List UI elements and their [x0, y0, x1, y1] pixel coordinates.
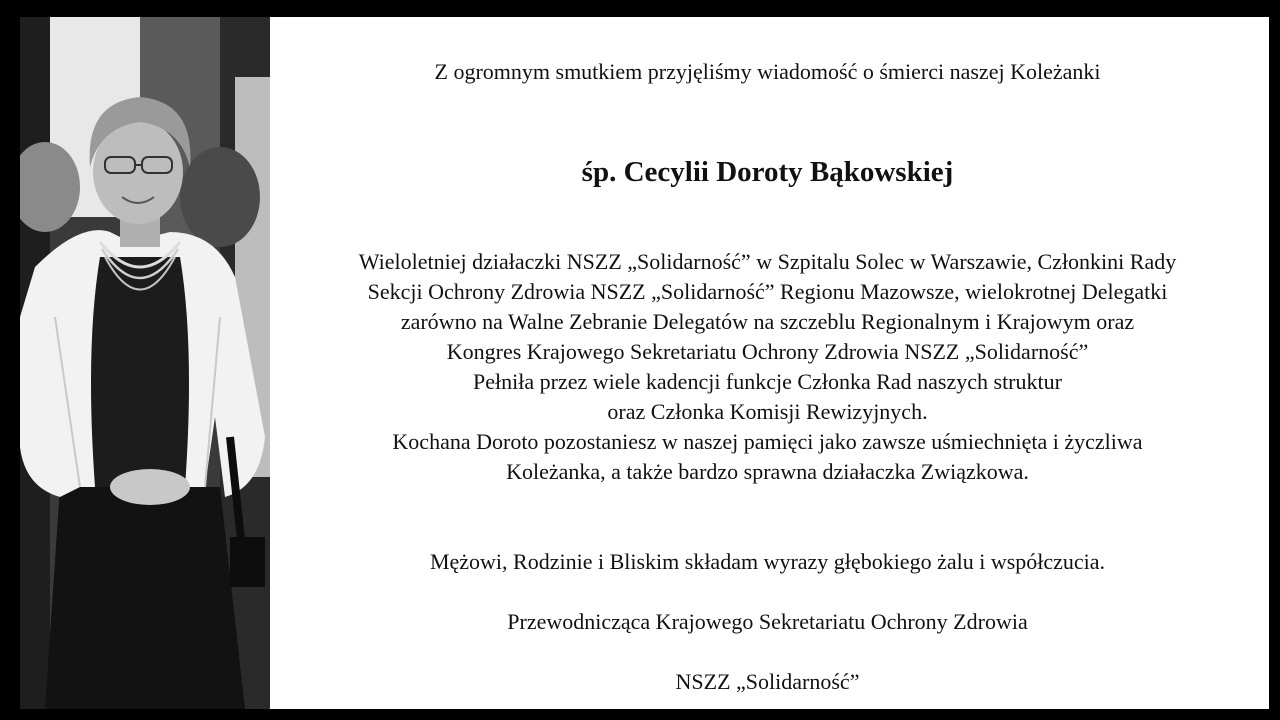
tribute-line: Wieloletniej działaczki NSZZ „Solidarność” w Szpitalu Solec w Warszawie, Członkini Rady [358, 249, 1177, 274]
obituary-card [20, 17, 1269, 709]
intro-text: Z ogromnym smutkiem przyjęliśmy wiadomość o śmierci naszej Koleżanki [434, 59, 1101, 84]
deceased-name: śp. Cecylii Doroty Bąkowskiej [581, 156, 954, 188]
signature-title: Przewodnicząca Krajowego Sekretariatu Ochrony Zdrowia [507, 609, 1028, 634]
portrait-image [20, 17, 270, 709]
tribute-body [280, 247, 1255, 487]
tribute-line: oraz Członka Komisji Rewizyjnych. [607, 399, 928, 424]
tribute-line: Koleżanka, a także bardzo sprawna działaczka Związkowa. [506, 459, 1029, 484]
signature-organization: NSZZ „Solidarność” [675, 669, 860, 694]
tribute-line: Pełniła przez wiele kadencji funkcje Członka Rad naszych struktur [473, 369, 1062, 394]
tribute-line: zarówno na Walne Zebranie Delegatów na szczeblu Regionalnym i Krajowym oraz [400, 309, 1135, 334]
condolence-text: Mężowi, Rodzinie i Bliskim składam wyrazy głębokiego żalu i współczucia. [429, 549, 1106, 574]
tribute-line: Kochana Doroto pozostaniesz w naszej pamięci jako zawsze uśmiechnięta i życzliwa [392, 429, 1143, 454]
obituary-text [280, 17, 1255, 709]
tribute-line: Sekcji Ochrony Zdrowia NSZZ „Solidarność” Regionu Mazowsze, wielokrotnej Delegatki [367, 279, 1168, 304]
portrait-photo [20, 17, 270, 709]
tribute-line: Kongres Krajowego Sekretariatu Ochrony Zdrowia NSZZ „Solidarność” [446, 339, 1089, 364]
